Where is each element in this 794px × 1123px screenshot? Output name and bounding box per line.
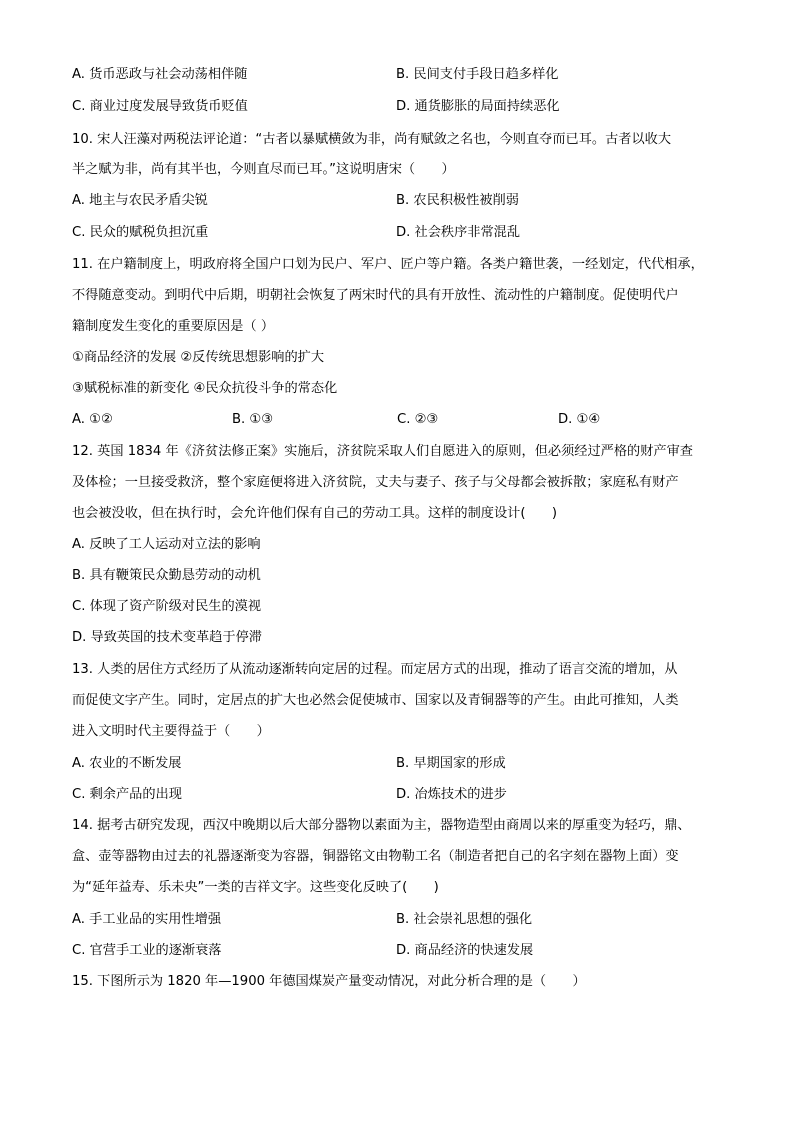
q12-stem-line-1: 12. 英国 1834 年《济贫法修正案》实施后，济贫院采取人们自愿进入的原则，但必须经过严格的财产审查 xyxy=(72,444,693,459)
q11-option-a: A. ①② xyxy=(72,412,113,427)
q13-stem-line-3: 进入文明时代主要得益于（ ） xyxy=(72,724,270,739)
q14-stem-line-3: 为“延年益寿、乐未央”一类的吉祥文字。这些变化反映了( ) xyxy=(72,880,439,895)
q12-stem-line-2: 及体检；一旦接受救济，整个家庭便将进入济贫院，丈夫与妻子、孩子与父母都会被拆散；家庭私有财产 xyxy=(72,475,679,490)
q13-option-b: B. 早期国家的形成 xyxy=(396,756,506,771)
q9-option-b: B. 民间支付手段日趋多样化 xyxy=(396,67,559,82)
q14-stem-line-1: 14. 据考古研究发现，西汉中晚期以后大部分器物以素面为主，器物造型由商周以来的厚重变为轻巧，鼎、 xyxy=(72,818,691,833)
q14-option-b: B. 社会崇礼思想的强化 xyxy=(396,912,533,927)
q11-item-line-2: ③赋税标准的新变化 ④民众抗役斗争的常态化 xyxy=(72,381,338,396)
q10-option-c: C. 民众的赋税负担沉重 xyxy=(72,225,209,240)
q14-option-d: D. 商品经济的快速发展 xyxy=(396,943,534,958)
q10-option-b: B. 农民积极性被削弱 xyxy=(396,193,519,208)
q11-stem-line-2: 不得随意变动。到明代中后期，明朝社会恢复了两宋时代的具有开放性、流动性的户籍制度。促使明代户 xyxy=(72,288,679,303)
q13-option-c: C. 剩余产品的出现 xyxy=(72,787,182,802)
q12-option-d: D. 导致英国的技术变革趋于停滞 xyxy=(72,630,262,645)
q10-option-a: A. 地主与农民矛盾尖锐 xyxy=(72,193,208,208)
q12-stem-line-3: 也会被没收，但在执行时，会允许他们保有自己的劳动工具。这样的制度设计( ) xyxy=(72,506,558,521)
q13-stem-line-2: 而促使文字产生。同时，定居点的扩大也必然会促使城市、国家以及青铜器等的产生。由此可推知，人类 xyxy=(72,693,679,708)
q11-stem-line-3: 籍制度发生变化的重要原因是（ ） xyxy=(72,319,275,334)
q11-option-b: B. ①③ xyxy=(232,412,274,427)
q10-stem-line-2: 半之赋为非，尚有其半也，今则直尽而已耳。”这说明唐宋（ ） xyxy=(72,162,455,177)
q13-stem-line-1: 13. 人类的居住方式经历了从流动逐渐转向定居的过程。而定居方式的出现，推动了语言交流的增加，从 xyxy=(72,662,678,677)
q13-option-a: A. 农业的不断发展 xyxy=(72,756,182,771)
q10-option-d: D. 社会秩序非常混乱 xyxy=(396,225,521,240)
q13-option-d: D. 冶炼技术的进步 xyxy=(396,787,507,802)
q11-option-c: C. ②③ xyxy=(397,412,439,427)
q12-option-c: C. 体现了资产阶级对民生的漠视 xyxy=(72,599,262,614)
q14-option-a: A. 手工业品的实用性增强 xyxy=(72,912,222,927)
q14-option-c: C. 官营手工业的逐渐衰落 xyxy=(72,943,222,958)
q11-item-line-1: ①商品经济的发展 ②反传统思想影响的扩大 xyxy=(72,350,325,365)
q9-option-d: D. 通货膨胀的局面持续恶化 xyxy=(396,99,560,114)
q9-option-a: A. 货币恶政与社会动荡相伴随 xyxy=(72,67,248,82)
q9-option-c: C. 商业过度发展导致货币贬值 xyxy=(72,99,248,114)
q15-stem-line-1: 15. 下图所示为 1820 年—1900 年德国煤炭产量变动情况，对此分析合理的是（ ） xyxy=(72,974,586,989)
q11-stem-line-1: 11. 在户籍制度上，明政府将全国户口划为民户、军户、匠户等户籍。各类户籍世袭，一经划定，代代相承， xyxy=(72,257,704,272)
q12-option-b: B. 具有鞭策民众勤恳劳动的动机 xyxy=(72,568,261,583)
q11-option-d: D. ①④ xyxy=(558,412,601,427)
q10-stem-line-1: 10. 宋人汪藻对两税法评论道：“古者以暴赋横敛为非，尚有赋敛之名也，今则直夺而已耳。古者以收大 xyxy=(72,132,672,147)
q12-option-a: A. 反映了工人运动对立法的影响 xyxy=(72,537,261,552)
q14-stem-line-2: 盒、壶等器物由过去的礼器逐渐变为容器，铜器铭文由物勒工名（制造者把自己的名字刻在器物上面）变 xyxy=(72,849,679,864)
